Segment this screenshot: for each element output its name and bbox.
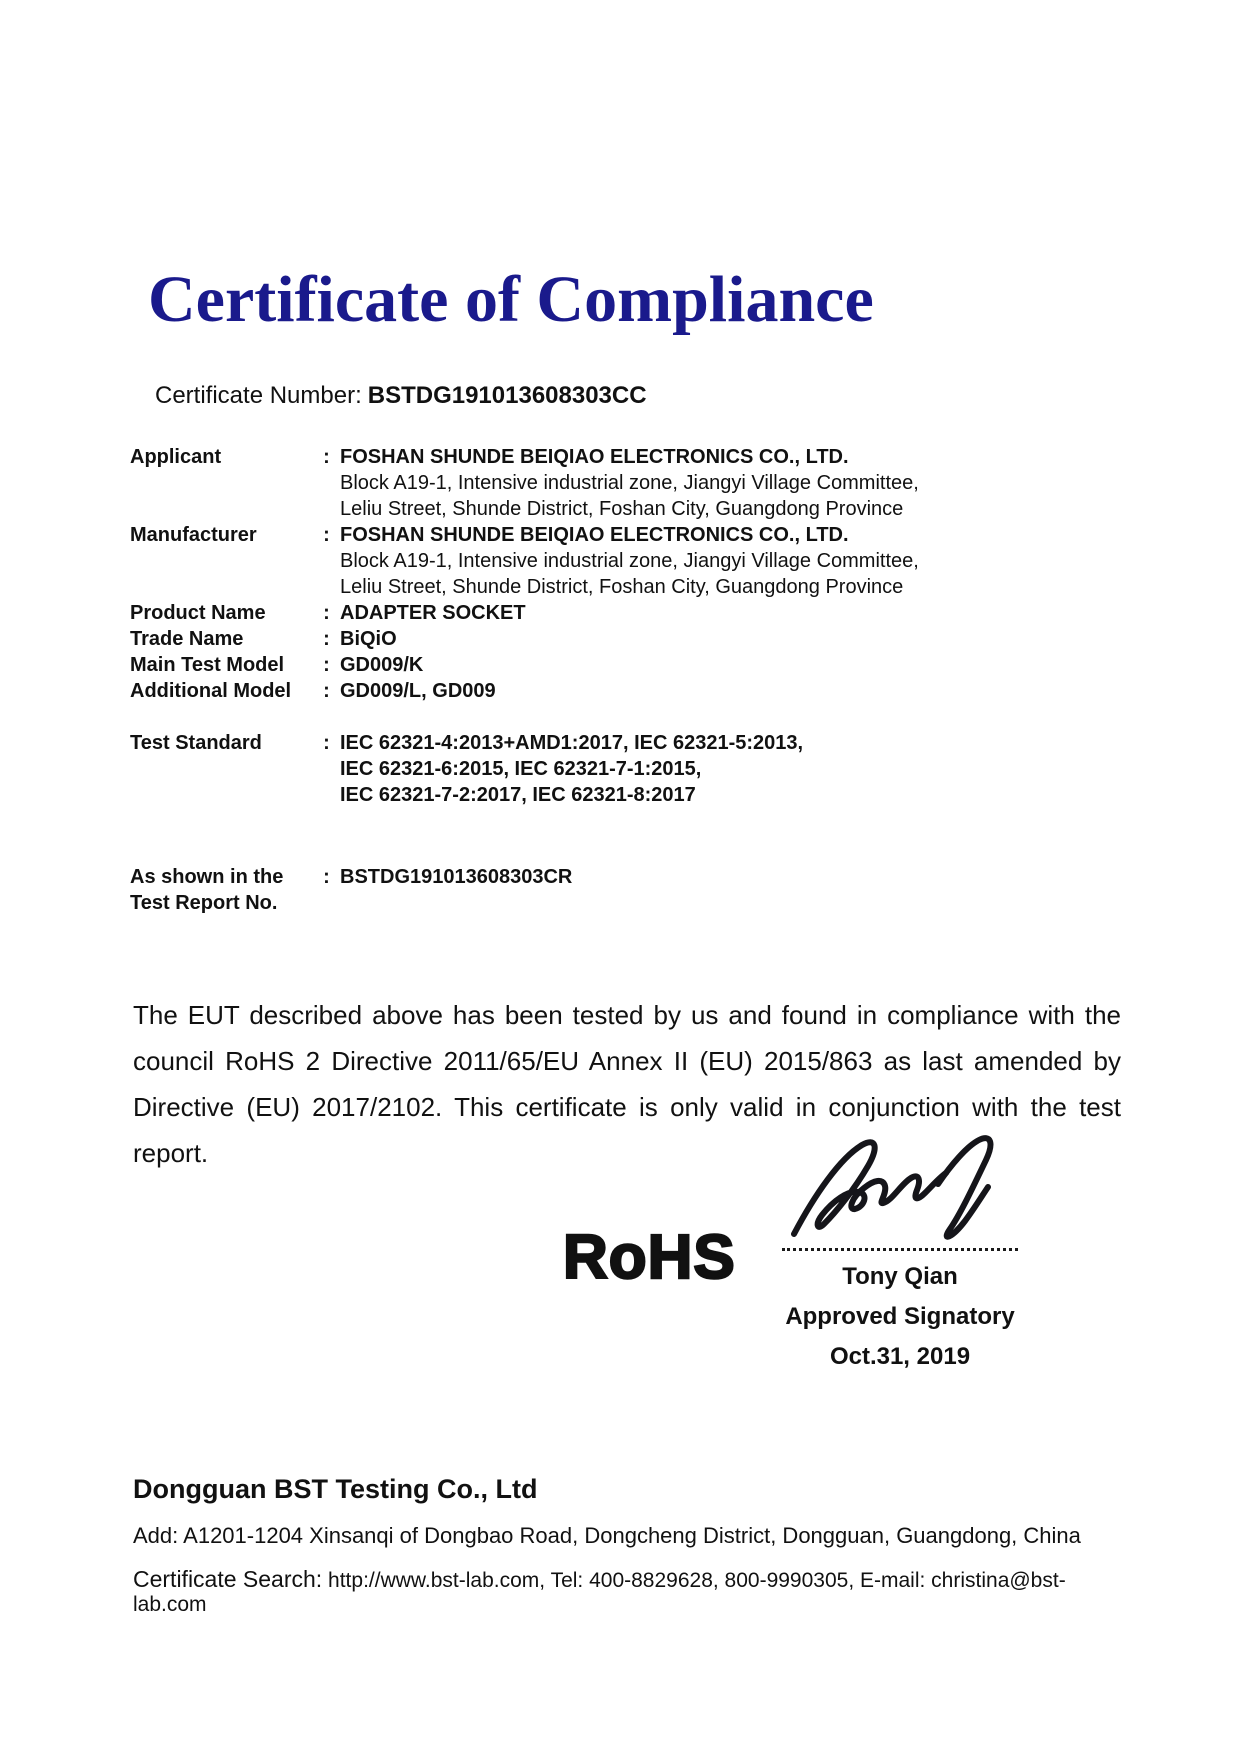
spacer [130,704,1125,730]
manufacturer-value-block [340,522,1125,600]
signature-date: Oct.31, 2019 [829,1343,971,1370]
issuer-address: Add: A1201-1204 Xinsanqi of Dongbao Road, Dongcheng District, Dongguan, Guangdong, China [133,1523,1081,1548]
compliance-statement: The EUT described above has been tested by us and found in compliance with the council RoHS 2 Directive 2011/65/EU Annex II (EU) 2015/863 as last amended by Directive (EU) 2017/2102. This certificate is only valid in conjunction with the test report. [133,1000,1121,1168]
rohs-logo: RoHS [563,1223,736,1292]
manufacturer-address-line2: Leliu Street, Shunde District, Foshan City, Guangdong Province [340,576,904,598]
manufacturer-address-line1: Block A19-1, Intensive industrial zone, Jiangyi Village Committee, [340,550,919,572]
colon: : [323,680,330,702]
certificate-search-label: Certificate Search: [133,1566,323,1592]
additional-model-row [130,678,1125,704]
manufacturer-label: Manufacturer [130,524,257,546]
page-title: Certificate of Compliance [148,263,874,337]
colon: : [323,524,330,546]
main-test-model-row [130,652,1125,678]
test-standard-line1: IEC 62321-4:2013+AMD1:2017, IEC 62321-5:2013, [340,732,804,754]
applicant-address-line1: Block A19-1, Intensive industrial zone, Jiangyi Village Committee, [340,472,919,494]
test-report-row [130,864,1125,916]
applicant-company: FOSHAN SHUNDE BEIQIAO ELECTRONICS CO., LTD. [340,446,849,468]
colon: : [323,866,330,888]
certificate-search-line [133,1566,1133,1617]
product-name-value: ADAPTER SOCKET [340,602,526,624]
test-standard-label: Test Standard [130,732,262,754]
additional-model-label: Additional Model [130,680,292,702]
trade-name-row [130,626,1125,652]
colon: : [323,654,330,676]
colon: : [323,732,330,754]
signature-icon [778,1132,1022,1248]
issuer-company-name: Dongguan BST Testing Co., Ltd [133,1474,538,1504]
applicant-address-line2: Leliu Street, Shunde District, Foshan City, Guangdong Province [340,498,904,520]
details-table [130,444,1125,916]
signatory-name: Tony Qian [842,1263,958,1290]
main-test-model-value: GD009/K [340,654,424,676]
test-standard-line3: IEC 62321-7-2:2017, IEC 62321-8:2017 [340,784,696,806]
manufacturer-row [130,522,1125,600]
trade-name-label: Trade Name [130,628,244,650]
colon: : [323,602,330,624]
manufacturer-company: FOSHAN SHUNDE BEIQIAO ELECTRONICS CO., LTD. [340,524,849,546]
applicant-value-block [340,444,1125,522]
signature-block [772,1132,1028,1371]
certificate-number-value: BSTDG191013608303CC [367,382,647,409]
test-report-label-line2: Test Report No. [130,892,278,914]
signature-dotted-line [782,1248,1018,1251]
colon: : [323,628,330,650]
test-standard-row [130,730,1125,808]
test-report-value: BSTDG191013608303CR [340,866,573,888]
product-name-row [130,600,1125,626]
certificate-number-line [155,382,647,410]
footer [133,1474,1133,1617]
signatory-title: Approved Signatory [785,1303,1015,1330]
test-standard-value-block [340,730,1125,808]
certificate-search-info: http://www.bst-lab.com, Tel: 400-8829628, 800-9990305, E-mail: christina@bst-lab.com [133,1569,1066,1616]
applicant-label: Applicant [130,446,222,468]
test-report-label-line1: As shown in the [130,866,284,888]
additional-model-value: GD009/L, GD009 [340,680,496,702]
test-report-label-block [130,864,313,916]
product-name-label: Product Name [130,602,266,624]
applicant-row [130,444,1125,522]
spacer [130,808,1125,864]
colon: : [323,446,330,468]
main-test-model-label: Main Test Model [130,654,285,676]
test-standard-line2: IEC 62321-6:2015, IEC 62321-7-1:2015, [340,758,702,780]
certificate-number-label: Certificate Number: [155,382,362,409]
trade-name-value: BiQiO [340,628,397,650]
